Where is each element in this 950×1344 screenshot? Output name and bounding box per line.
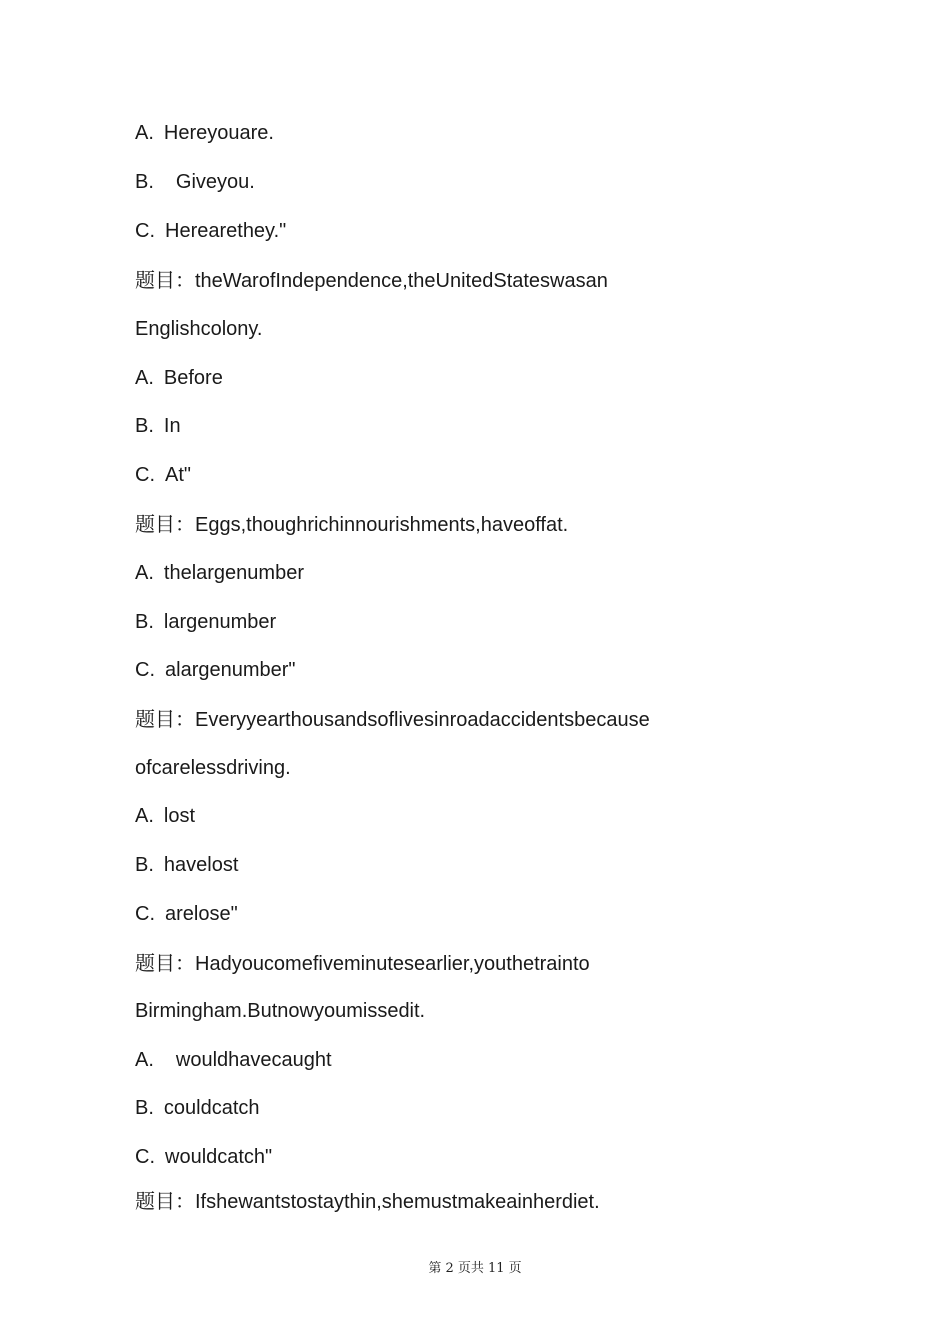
option-line: [135, 610, 276, 634]
option-text: couldcatch: [163, 1097, 260, 1119]
option-letter: B.: [135, 415, 154, 437]
option-text: Before: [163, 367, 223, 389]
question-text: theWarofIndependence,theUnitedStateswasan: [195, 270, 608, 292]
question-line: [135, 268, 608, 293]
option-line: [135, 1048, 332, 1072]
question-continuation: [135, 317, 262, 341]
question-label: 题目：: [135, 1189, 195, 1213]
option-letter: B.: [135, 611, 154, 633]
option-text: Herearethey.": [165, 220, 287, 242]
option-line: [135, 561, 304, 585]
option-letter: A.: [135, 562, 154, 584]
page-footer: 第 2 页共 11 页: [428, 1261, 522, 1276]
option-text: At": [165, 464, 191, 486]
question-text-continued: Birmingham.Butnowyoumissedit.: [135, 1000, 426, 1022]
option-text: Hereyouare.: [163, 122, 274, 144]
option-letter: C.: [135, 464, 155, 486]
option-letter: C.: [135, 659, 155, 681]
question-line: [135, 707, 650, 732]
option-line: [135, 463, 191, 487]
question-label: 题目：: [135, 951, 195, 975]
option-line: [135, 804, 195, 828]
option-line: [135, 902, 238, 926]
option-line: [135, 219, 286, 243]
option-text: havelost: [163, 854, 239, 876]
question-continuation: [135, 756, 291, 780]
option-letter: C.: [135, 1146, 155, 1168]
question-line: [135, 1189, 600, 1214]
option-text: largenumber: [163, 611, 277, 633]
option-letter: A.: [135, 805, 154, 827]
question-continuation: [135, 999, 425, 1023]
option-letter: B.: [135, 1097, 154, 1119]
option-letter: A.: [135, 367, 154, 389]
option-line: [135, 1096, 260, 1120]
question-text-continued: ofcarelessdriving.: [135, 757, 291, 779]
option-text: lost: [163, 805, 196, 827]
option-text: arelose": [165, 903, 238, 925]
option-letter: C.: [135, 220, 155, 242]
option-line: [135, 414, 181, 438]
option-line: [135, 853, 238, 877]
question-text-continued: Englishcolony.: [135, 318, 263, 340]
option-text: wouldcatch": [165, 1146, 273, 1168]
question-label: 题目：: [135, 268, 195, 292]
option-letter: A.: [135, 1049, 154, 1071]
option-text: wouldhavecaught: [175, 1049, 332, 1071]
option-letter: A.: [135, 122, 154, 144]
option-text: In: [163, 415, 181, 437]
option-letter: C.: [135, 903, 155, 925]
option-line: [135, 366, 223, 390]
question-text: Everyyearthousandsoflivesinroadaccidentsbecause: [195, 709, 650, 731]
option-text: thelargenumber: [163, 562, 304, 584]
question-text: Eggs,thoughrichinnourishments,haveoffat.: [195, 514, 569, 536]
option-line: [135, 121, 274, 145]
question-line: [135, 512, 568, 537]
question-text: Ifshewantstostaythin,shemustmakeainherdiet.: [195, 1191, 600, 1213]
option-letter: B.: [135, 854, 154, 876]
question-label: 题目：: [135, 512, 195, 536]
option-line: [135, 658, 296, 682]
option-letter: B.: [135, 171, 154, 193]
question-line: [135, 951, 590, 976]
option-line: [135, 1145, 272, 1169]
question-label: 题目：: [135, 707, 195, 731]
option-line: [135, 170, 255, 194]
option-text: Giveyou.: [175, 171, 255, 193]
question-text: Hadyoucomefiveminutesearlier,youthetrainto: [195, 953, 590, 975]
option-text: alargenumber": [165, 659, 296, 681]
